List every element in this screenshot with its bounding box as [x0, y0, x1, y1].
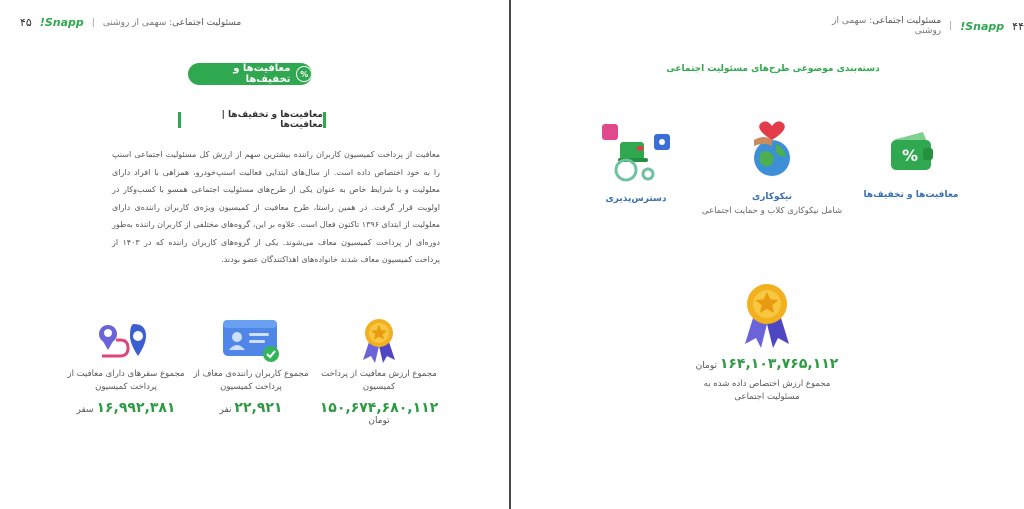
- category-charity: [697, 118, 847, 216]
- wheelchair-accessibility-icon: [596, 120, 676, 184]
- total-label: مجموع ارزش اختصاص داده شده به مسئولیت اجتماعی: [703, 379, 831, 402]
- stat-value: ۱۵۰,۶۷۴,۶۸۰,۱۱۲ تومان: [319, 400, 439, 426]
- stat-label: مجموع سفرهای دارای معافیت از پرداخت کمیسیون: [67, 369, 185, 392]
- category-name: معافیت‌ها و تخفیف‌ها: [863, 190, 959, 200]
- right-page-header: [811, 16, 1024, 36]
- section-pill-title: [188, 63, 312, 85]
- pill-label: معافیت‌ها و تخفیف‌ها: [233, 63, 291, 85]
- left-page: [0, 0, 509, 509]
- header-separator: |: [949, 21, 953, 31]
- snapp-logo: Snapp!: [960, 19, 1005, 33]
- stat-value: ۲۲,۹۲۱ نفر: [219, 400, 283, 416]
- page-number: ۴۴: [1012, 19, 1024, 33]
- category-accessibility: [591, 120, 681, 204]
- category-exemptions: [856, 124, 966, 200]
- stat-value: ۱۶,۹۹۲,۳۸۱ سفر: [76, 400, 176, 416]
- percent-icon: %: [296, 66, 312, 82]
- stat-label: مجموع ارزش معافیت از پرداخت کمیسیون: [321, 369, 437, 392]
- ribbon-medal-icon: [359, 316, 399, 364]
- id-card-check-icon: [219, 316, 283, 364]
- header-separator: |: [91, 17, 95, 28]
- categories-title: دسته‌بندی موضوعی طرح‌های مسئولیت اجتماعی: [666, 64, 880, 74]
- body-paragraph: معافیت از پرداخت کمیسیون کاربران راننده بیشترین سهم از ارزش کل مسئولیت اجتماعی اسنپ را به خود اختصاص داده است. از سال‌های ابتدایی فعالیت اسنپ‌خودرو، همراهی با افراد دارای معلولیت و با شرایط خاص به عنوان یکی از طرح‌های مسئولیت اجتماعی همسو با کسب‌وکار در اولویت قرار گرفت. در همین راستا، طرح معافیت از کمیسیون ویژه‌ی کاربران راننده‌ی دارای معلولیت از ابتدای ۱۳۹۶ تاکنون فعال است. علاوه بر این، گروه‌های مختلفی از کاربران راننده به‌طور دوره‌ای از پرداخت کمیسیون معاف می‌شوند. یکی از گروه‌های کاربران راننده که در ۱۴۰۳ از پرداخت کمیسیون معاف شدند خانواده‌های اهداکنندگان عضو بودند.: [112, 150, 440, 264]
- category-name: نیکوکاری: [752, 192, 792, 202]
- stat-commission-value: [318, 316, 440, 426]
- right-page: [511, 0, 1024, 509]
- header-section-title: مسئولیت اجتماعی: سهمی از روشنی: [102, 17, 242, 28]
- svg-text:%: %: [901, 146, 919, 165]
- stat-drivers-count: [190, 316, 312, 416]
- globe-hands-heart-icon: [742, 118, 802, 182]
- category-name: دسترس‌پذیری: [605, 194, 667, 204]
- category-desc: شامل نیکوکاری کلاب و حمایت اجتماعی: [701, 206, 843, 216]
- total-csr-value: [687, 280, 847, 404]
- subheading: معافیت‌ها و تخفیف‌ها | معافیت‌ها: [178, 112, 326, 128]
- ribbon-medal-icon: [739, 280, 795, 350]
- stat-trips-count: [56, 316, 196, 416]
- page-number: ۴۵: [20, 16, 32, 29]
- route-pin-icon: [94, 316, 158, 364]
- header-section-title: مسئولیت اجتماعی: سهمی از روشنی: [832, 16, 942, 36]
- left-page-header: [20, 16, 241, 29]
- total-value: ۱۶۴,۱۰۳,۷۶۵,۱۱۲ تومان: [695, 356, 839, 372]
- snapp-logo: Snapp!: [39, 16, 84, 29]
- wallet-percent-icon: [883, 124, 939, 180]
- stat-label: مجموع کاربران راننده‌ی معاف از پرداخت کمیسیون: [193, 369, 309, 392]
